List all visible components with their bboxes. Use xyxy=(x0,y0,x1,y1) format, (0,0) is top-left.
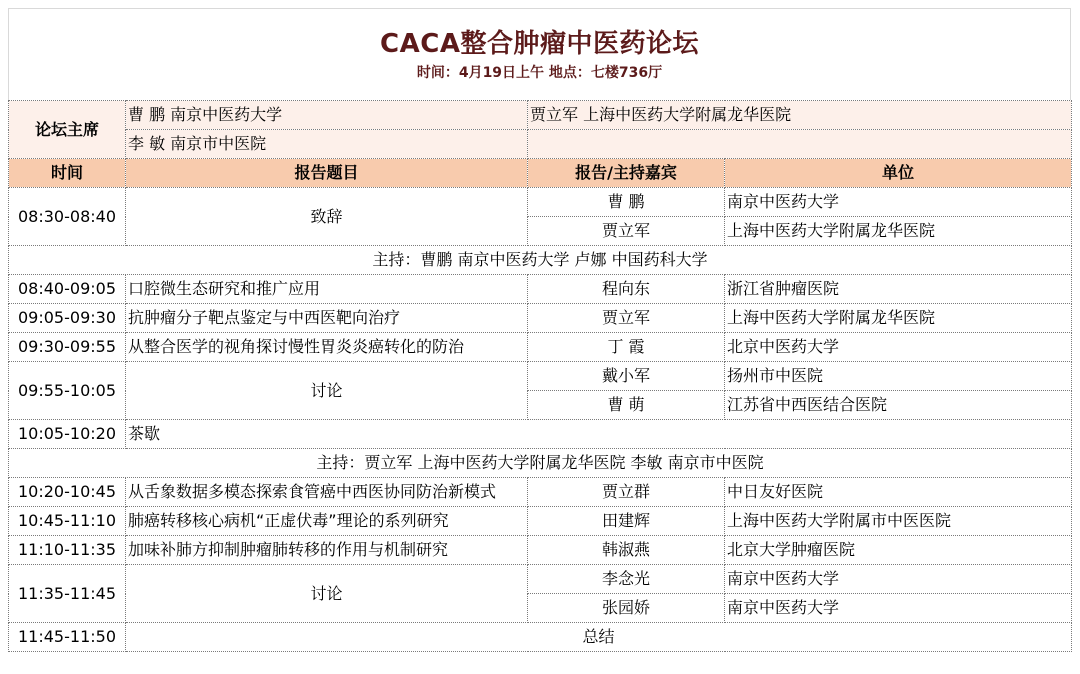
speaker-cell: 李念光 xyxy=(528,565,725,594)
unit-cell: 北京大学肿瘤医院 xyxy=(725,536,1072,565)
table-row xyxy=(9,333,1072,362)
unit-cell: 南京中医药大学 xyxy=(725,565,1072,594)
table-row xyxy=(9,420,1072,449)
program-header xyxy=(8,8,1071,100)
topic-cell: 茶歇 xyxy=(126,420,1072,449)
col-topic: 报告题目 xyxy=(126,159,528,188)
topic-cell: 致辞 xyxy=(126,188,528,246)
speaker-cell: 贾立群 xyxy=(528,478,725,507)
chair-li-min: 李 敏 南京市中医院 xyxy=(126,130,528,159)
speaker-cell: 戴小军 xyxy=(528,362,725,391)
chair-row xyxy=(9,101,1072,130)
unit-cell: 上海中医药大学附属龙华医院 xyxy=(725,217,1072,246)
time-cell: 10:05-10:20 xyxy=(9,420,126,449)
col-time: 时间 xyxy=(9,159,126,188)
col-speaker: 报告/主持嘉宾 xyxy=(528,159,725,188)
table-row xyxy=(9,507,1072,536)
topic-cell: 从整合医学的视角探讨慢性胃炎炎癌转化的防治 xyxy=(126,333,528,362)
topic-cell: 肺癌转移核心病机“正虚伏毒”理论的系列研究 xyxy=(126,507,528,536)
unit-cell: 扬州市中医院 xyxy=(725,362,1072,391)
chair-empty xyxy=(528,130,1072,159)
topic-cell: 讨论 xyxy=(126,362,528,420)
unit-cell: 上海中医药大学附属龙华医院 xyxy=(725,304,1072,333)
unit-cell: 江苏省中西医结合医院 xyxy=(725,391,1072,420)
time-cell: 08:30-08:40 xyxy=(9,188,126,246)
col-unit: 单位 xyxy=(725,159,1072,188)
time-cell: 10:20-10:45 xyxy=(9,478,126,507)
topic-cell: 总结 xyxy=(126,623,1072,652)
speaker-cell: 韩淑燕 xyxy=(528,536,725,565)
column-header-row xyxy=(9,159,1072,188)
table-row xyxy=(9,623,1072,652)
host-cell: 主持：曹鹏 南京中医药大学 卢娜 中国药科大学 xyxy=(9,246,1072,275)
table-row xyxy=(9,478,1072,507)
time-cell: 09:05-09:30 xyxy=(9,304,126,333)
speaker-cell: 田建辉 xyxy=(528,507,725,536)
unit-cell: 中日友好医院 xyxy=(725,478,1072,507)
unit-cell: 南京中医药大学 xyxy=(725,188,1072,217)
unit-cell: 北京中医药大学 xyxy=(725,333,1072,362)
speaker-cell: 曹 鹏 xyxy=(528,188,725,217)
speaker-cell: 曹 萌 xyxy=(528,391,725,420)
speaker-cell: 程向东 xyxy=(528,275,725,304)
time-cell: 09:55-10:05 xyxy=(9,362,126,420)
chair-jia-lijun: 贾立军 上海中医药大学附属龙华医院 xyxy=(528,101,1072,130)
time-cell: 09:30-09:55 xyxy=(9,333,126,362)
time-cell: 10:45-11:10 xyxy=(9,507,126,536)
topic-cell: 口腔微生态研究和推广应用 xyxy=(126,275,528,304)
host-cell: 主持：贾立军 上海中医药大学附属龙华医院 李敏 南京市中医院 xyxy=(9,449,1072,478)
time-cell: 11:10-11:35 xyxy=(9,536,126,565)
topic-cell: 从舌象数据多模态探索食管癌中西医协同防治新模式 xyxy=(126,478,528,507)
host-row xyxy=(9,449,1072,478)
table-row xyxy=(9,565,1072,594)
chair-label: 论坛主席 xyxy=(9,101,126,159)
table-row xyxy=(9,362,1072,391)
table-row xyxy=(9,275,1072,304)
speaker-cell: 贾立军 xyxy=(528,217,725,246)
time-cell: 11:35-11:45 xyxy=(9,565,126,623)
table-row xyxy=(9,536,1072,565)
schedule-table xyxy=(8,100,1072,652)
chair-row xyxy=(9,130,1072,159)
page-title: CACA整合肿瘤中医药论坛 xyxy=(380,29,699,59)
unit-cell: 上海中医药大学附属市中医医院 xyxy=(725,507,1072,536)
table-row xyxy=(9,304,1072,333)
host-row xyxy=(9,246,1072,275)
topic-cell: 讨论 xyxy=(126,565,528,623)
speaker-cell: 丁 霞 xyxy=(528,333,725,362)
unit-cell: 浙江省肿瘤医院 xyxy=(725,275,1072,304)
table-row xyxy=(9,188,1072,217)
speaker-cell: 贾立军 xyxy=(528,304,725,333)
chair-cao-peng: 曹 鹏 南京中医药大学 xyxy=(126,101,528,130)
topic-cell: 抗肿瘤分子靶点鉴定与中西医靶向治疗 xyxy=(126,304,528,333)
time-location: 时间：4月19日上午 地点：七楼736厅 xyxy=(416,65,663,81)
topic-cell: 加味补肺方抑制肿瘤肺转移的作用与机制研究 xyxy=(126,536,528,565)
time-cell: 08:40-09:05 xyxy=(9,275,126,304)
speaker-cell: 张园娇 xyxy=(528,594,725,623)
time-cell: 11:45-11:50 xyxy=(9,623,126,652)
unit-cell: 南京中医药大学 xyxy=(725,594,1072,623)
